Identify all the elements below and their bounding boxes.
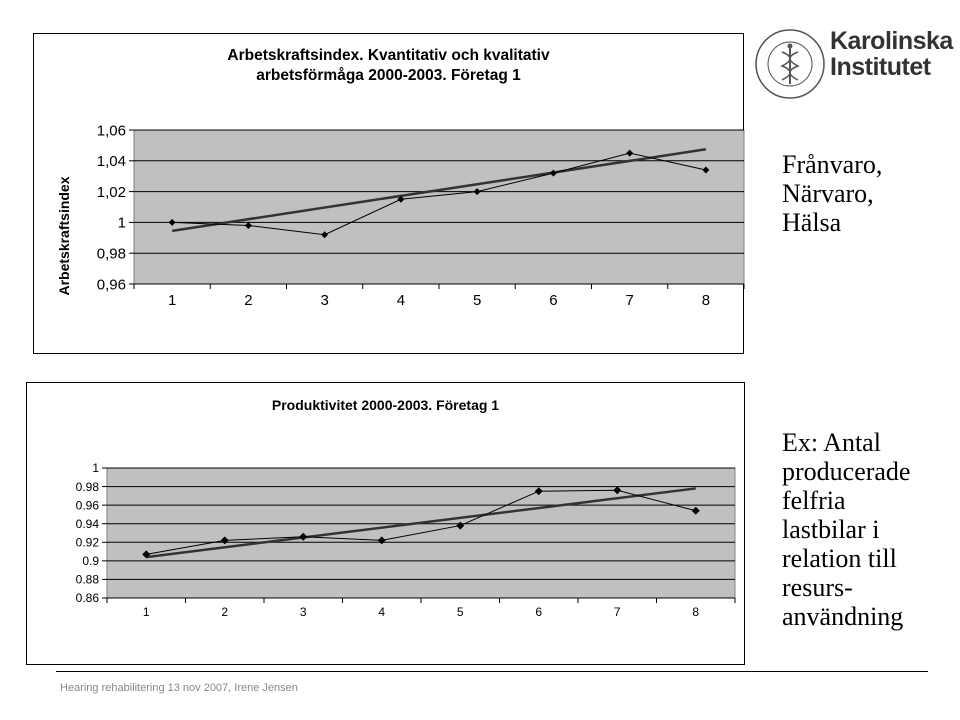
chart-arbetskraftsindex <box>33 33 744 354</box>
y-tick-label: 1,04 <box>96 153 126 171</box>
x-tick-label: 3 <box>299 605 307 619</box>
footer-divider <box>56 671 928 672</box>
chart-title-line-1: Arbetskraftsindex. Kvantitativ och kvalitativ <box>227 47 550 64</box>
y-tick-label: 0.92 <box>75 535 99 550</box>
side-text-example <box>782 428 910 631</box>
x-tick-label: 2 <box>221 605 229 619</box>
y-tick-label: 1,02 <box>96 183 126 201</box>
x-tick-label: 5 <box>456 605 464 619</box>
y-tick-label: 0.94 <box>75 516 99 531</box>
side-text-line: Hälsa <box>782 208 842 237</box>
y-tick-label: 0,98 <box>96 245 126 263</box>
chart-title-line-2: arbetsförmåga 2000-2003. Företag 1 <box>256 67 521 84</box>
chart-title: Produktivitet 2000-2003. Företag 1 <box>271 397 500 413</box>
logo-line-2: Institutet <box>830 53 931 81</box>
y-tick-label: 0.86 <box>75 591 99 606</box>
y-axis-label: Arbetskraftsindex <box>56 176 72 296</box>
chart-plot <box>27 383 746 666</box>
y-tick-label: 0.9 <box>82 554 99 569</box>
x-tick-label: 6 <box>535 605 543 619</box>
side-text-line: felfria <box>782 486 846 515</box>
y-tick-label: 0.88 <box>75 572 99 587</box>
side-text-line: lastbilar i <box>782 515 880 544</box>
x-tick-label: 1 <box>142 605 150 619</box>
y-tick-label: 0,96 <box>96 276 126 294</box>
x-tick-label: 6 <box>549 292 558 309</box>
x-tick-label: 3 <box>320 292 329 309</box>
footer-text: Hearing rehabilitering 13 nov 2007, Irene Jensen <box>60 682 298 694</box>
y-tick-label: 0.98 <box>75 479 99 494</box>
x-tick-label: 8 <box>701 292 711 309</box>
chart-plot <box>34 34 745 355</box>
x-tick-label: 4 <box>396 292 406 309</box>
karolinska-logo <box>752 22 953 112</box>
x-tick-label: 7 <box>625 292 634 309</box>
seal-icon <box>752 22 830 112</box>
y-tick-label: 0.96 <box>75 498 99 513</box>
side-text-health <box>782 150 882 237</box>
x-tick-label: 5 <box>472 292 482 309</box>
side-text-line: Frånvaro, <box>782 150 883 179</box>
y-tick-label: 1,06 <box>96 122 126 140</box>
chart-produktivitet <box>26 382 745 665</box>
x-tick-label: 1 <box>167 292 177 309</box>
side-text-line: resurs- <box>782 573 853 602</box>
logo-line-1: Karolinska <box>830 27 953 55</box>
x-tick-label: 4 <box>378 605 386 619</box>
side-text-line: producerade <box>782 457 911 486</box>
side-text-line: Ex: Antal <box>782 428 881 457</box>
side-text-line: Närvaro, <box>782 179 874 208</box>
y-tick-label: 1 <box>117 214 126 232</box>
logo-wordmark <box>830 28 953 80</box>
x-tick-label: 8 <box>692 605 700 619</box>
x-tick-label: 2 <box>244 292 253 309</box>
plot-area <box>134 130 744 284</box>
y-tick-label: 1 <box>92 461 99 476</box>
side-text-line: användning <box>782 602 904 631</box>
side-text-line: relation till <box>782 544 897 573</box>
x-tick-label: 7 <box>613 605 621 619</box>
